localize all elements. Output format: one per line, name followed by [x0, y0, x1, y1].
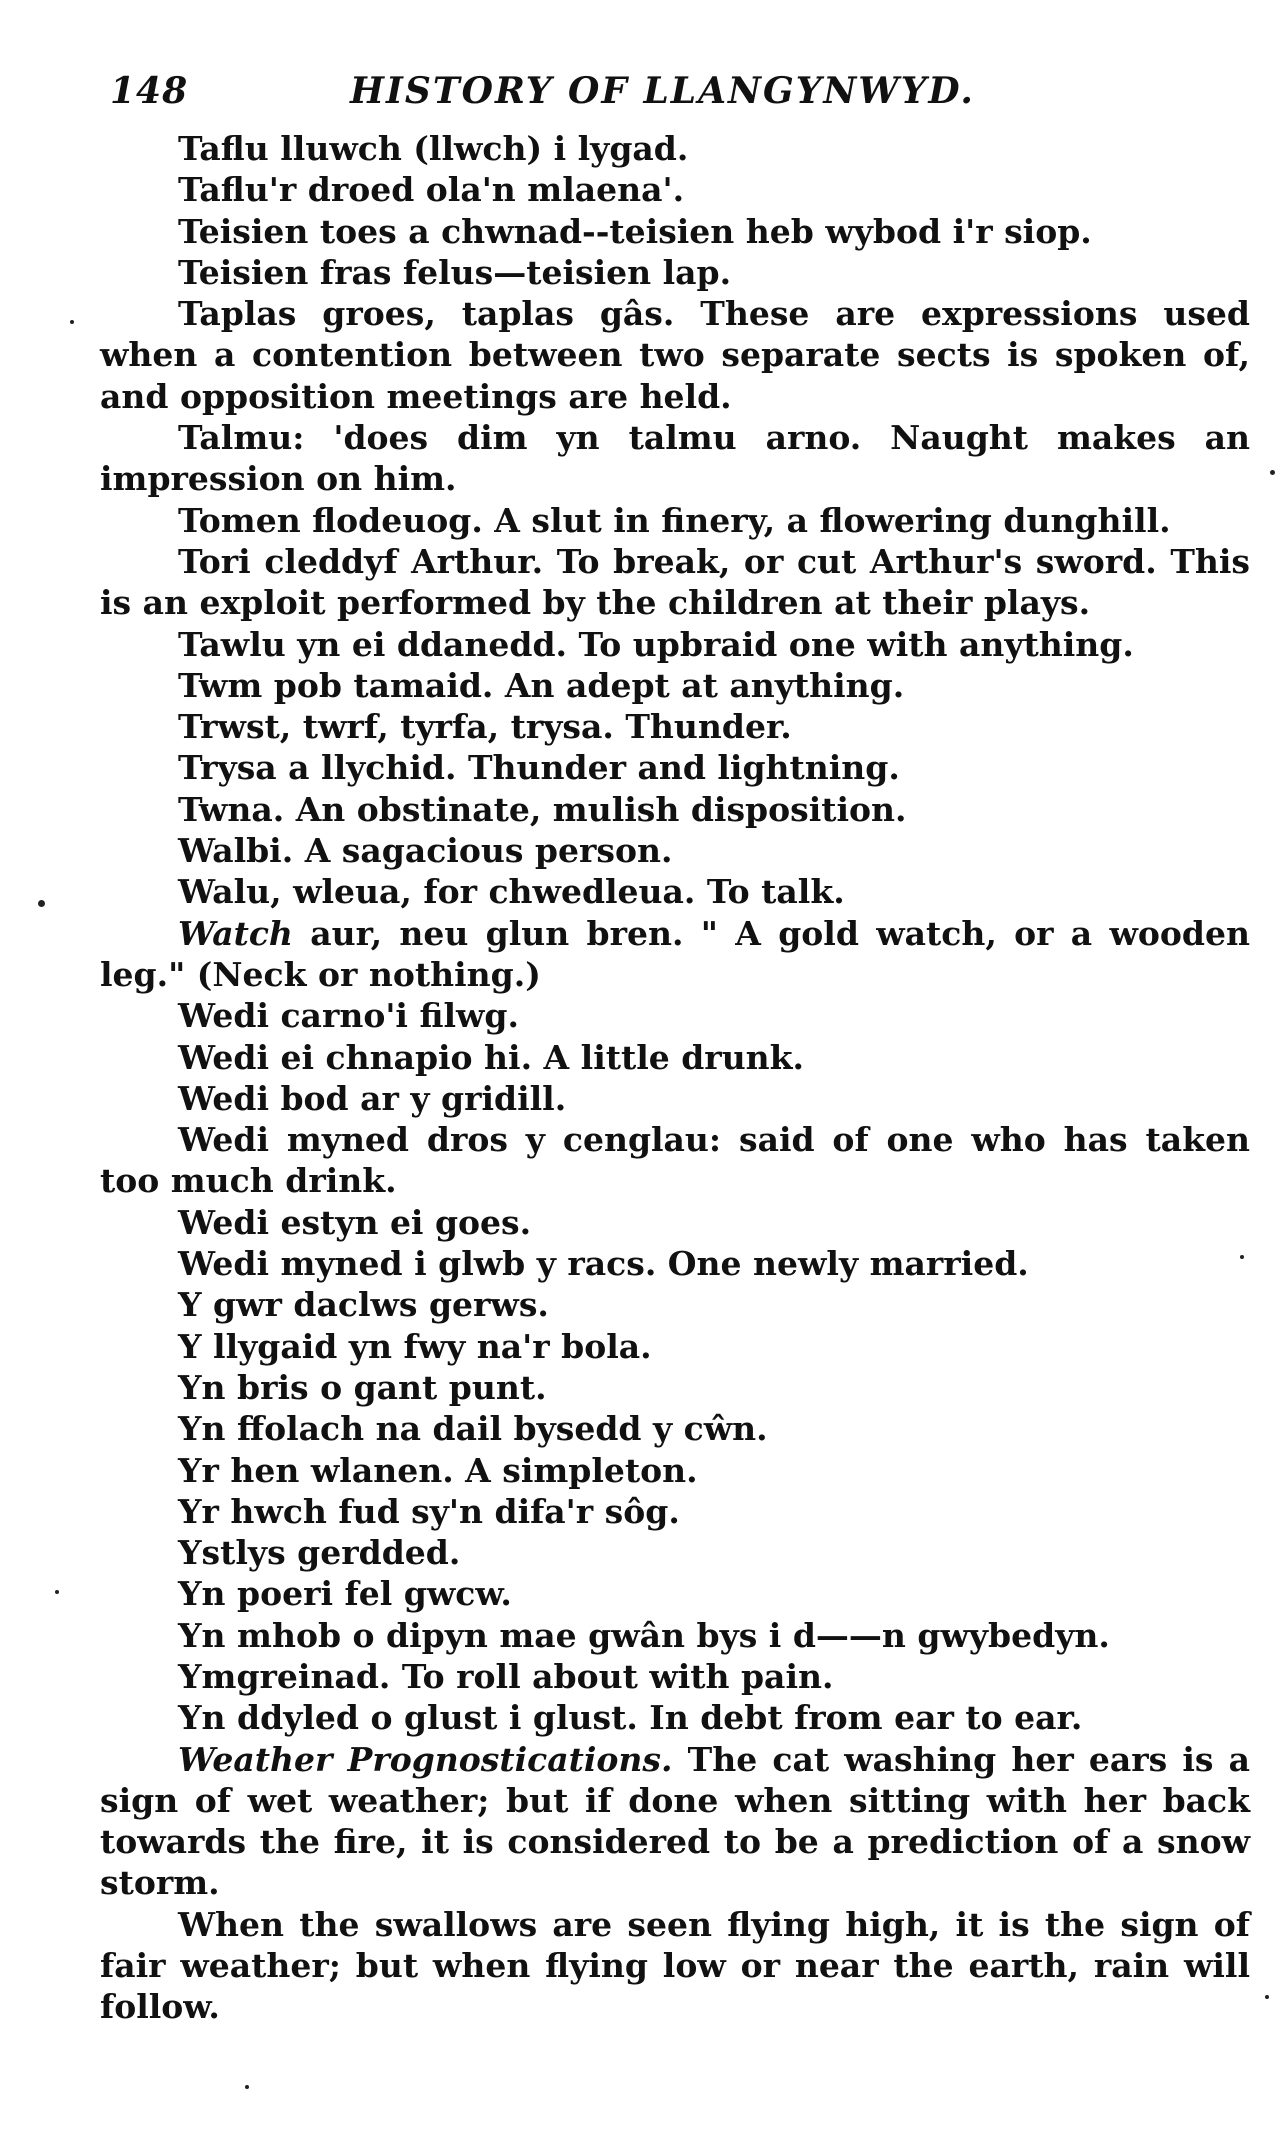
entry: Wedi bod ar y gridill.: [178, 1078, 567, 1118]
entry: Ystlys gerdded.: [178, 1533, 461, 1573]
entry: Trwst, twrf, tyrfa, trysa. Thunder.: [178, 707, 792, 747]
scan-speck: [1265, 1995, 1269, 1999]
entry: Wedi myned dros y cenglau: said of one who has taken too much drink.: [100, 1120, 1250, 1201]
scan-speck: [70, 320, 74, 324]
entry: Wedi ei chnapio hi. A little drunk.: [178, 1037, 805, 1077]
entry: Trysa a llychid. Thunder and lightning.: [178, 748, 900, 788]
entry: Twna. An obstinate, mulish disposition.: [178, 789, 907, 829]
scan-speck: [245, 2085, 249, 2089]
entry: Watch aur, neu glun bren. " A gold watch, or a wooden leg." (Neck or nothing.): [100, 913, 1250, 994]
entry: Wedi estyn ei goes.: [178, 1202, 532, 1242]
scan-speck: [1270, 470, 1275, 475]
entry: Tomen flodeuog. A slut in finery, a flowering dunghill.: [178, 500, 1171, 540]
book-page: [100, 70, 1250, 2028]
scan-speck: [38, 900, 45, 907]
scan-speck: [55, 1590, 59, 1594]
entry-lead-italic: Weather Prognostications.: [178, 1739, 673, 1779]
entry: Yn ddyled o glust i glust. In debt from ear to ear.: [178, 1698, 1083, 1738]
entry: Walu, wleua, for chwedleua. To talk.: [178, 872, 845, 912]
entry: Weather Prognostications. The cat washing her ears is a sign of wet weather; but if done when sitting with her back towards the fire, it is considered to be a prediction of a snow storm.: [100, 1739, 1250, 1903]
entry: Tawlu yn ei ddanedd. To upbraid one with anything.: [178, 624, 1134, 664]
entry: Y llygaid yn fwy na'r bola.: [178, 1326, 652, 1366]
entry: Taflu'r droed ola'n mlaena'.: [178, 170, 685, 210]
scan-speck: [1240, 1255, 1244, 1259]
entry: Yn mhob o dipyn mae gwân bys i d——n gwybedyn.: [178, 1615, 1110, 1655]
entry: Taflu lluwch (llwch) i lygad.: [178, 129, 689, 168]
running-title: HISTORY OF LLANGYNWYD.: [350, 70, 975, 112]
entry: Yr hen wlanen. A simpleton.: [178, 1450, 698, 1490]
entry: Teisien toes a chwnad--teisien heb wybod i'r siop.: [178, 211, 1092, 251]
entry-lead-italic: Watch: [178, 913, 293, 953]
entry: Taplas groes, taplas gâs. These are expressions used when a contention between two separate sects is spoken of, and opposition meetings are held.: [100, 294, 1250, 416]
entry: When the swallows are seen flying high, it is the sign of fair weather; but when flying low or near the earth, rain will follow.: [100, 1904, 1250, 2027]
body-text: [100, 128, 1250, 2028]
entry: Teisien fras felus—teisien lap.: [178, 252, 732, 292]
entry: Walbi. A sagacious person.: [178, 831, 673, 871]
entry: Tori cleddyf Arthur. To break, or cut Arthur's sword. This is an exploit performed by the children at their plays.: [100, 541, 1250, 623]
entry: Twm pob tamaid. An adept at anything.: [178, 665, 905, 705]
entry: Yr hwch fud sy'n difa'r sôg.: [178, 1491, 680, 1531]
entry: Talmu: 'does dim yn talmu arno. Naught makes an impression on him.: [100, 418, 1250, 499]
entry: Wedi carno'i filwg.: [178, 996, 519, 1036]
entry: Yn bris o gant punt.: [178, 1367, 547, 1407]
entry: Wedi myned i glwb y racs. One newly married.: [178, 1244, 1029, 1284]
running-head: [100, 70, 1250, 120]
page-number: 148: [110, 70, 189, 112]
entry: Y gwr daclws gerws.: [178, 1285, 549, 1325]
entry: Ymgreinad. To roll about with pain.: [178, 1656, 834, 1696]
entry: Yn ffolach na dail bysedd y cŵn.: [178, 1409, 768, 1449]
entry: Yn poeri fel gwcw.: [178, 1574, 512, 1614]
